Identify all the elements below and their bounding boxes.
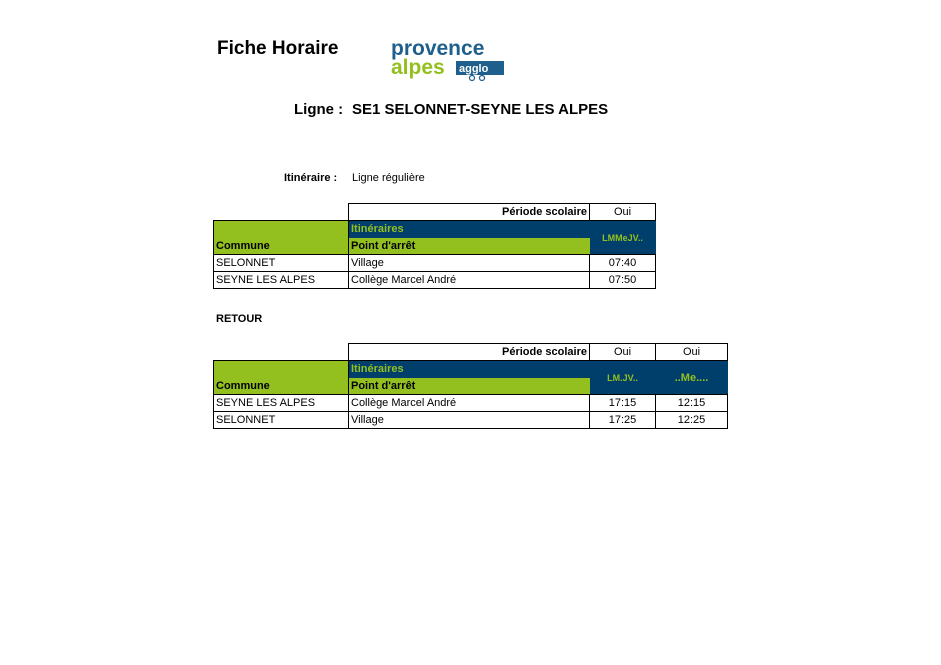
table-row: [214, 395, 728, 412]
oui-label: Oui: [656, 344, 728, 361]
time-cell: 07:40: [590, 255, 656, 272]
point-arret-header: Point d'arrêt: [349, 378, 590, 395]
arret-cell: Village: [349, 255, 590, 272]
commune-cell: SEYNE LES ALPES: [214, 272, 349, 289]
retour-timetable: [213, 343, 728, 429]
days-label: LMMeJV..: [590, 221, 656, 255]
commune-cell: SELONNET: [214, 412, 349, 429]
oui-label: Oui: [590, 204, 656, 221]
itineraires-label: Itinéraires: [349, 221, 590, 238]
itineraire-label: Itinéraire :: [284, 172, 338, 184]
aller-timetable: [213, 203, 656, 289]
itineraire-value: Ligne régulière: [352, 172, 425, 184]
table-row: [214, 272, 656, 289]
logo-badge: agglo: [459, 63, 489, 75]
days-label: LM.JV..: [590, 361, 656, 395]
time-cell: 07:50: [590, 272, 656, 289]
time-cell: 17:15: [590, 395, 656, 412]
arret-cell: Collège Marcel André: [349, 272, 590, 289]
page-title: Fiche Horaire: [217, 38, 339, 59]
commune-header: Commune: [214, 378, 349, 395]
time-cell: 17:25: [590, 412, 656, 429]
ligne-value: SE1 SELONNET-SEYNE LES ALPES: [352, 101, 609, 118]
retour-label: RETOUR: [216, 313, 263, 325]
provence-alpes-agglo-logo: [390, 36, 506, 86]
commune-cell: SEYNE LES ALPES: [214, 395, 349, 412]
table-row: [214, 412, 728, 429]
time-cell: 12:15: [656, 395, 728, 412]
table-row: [214, 255, 656, 272]
periode-label: Période scolaire: [349, 344, 590, 361]
itineraires-label: Itinéraires: [349, 361, 590, 378]
periode-label: Période scolaire: [349, 204, 590, 221]
arret-cell: Collège Marcel André: [349, 395, 590, 412]
oui-label: Oui: [590, 344, 656, 361]
time-cell: 12:25: [656, 412, 728, 429]
point-arret-header: Point d'arrêt: [349, 238, 590, 255]
days-label: ..Me....: [656, 361, 728, 395]
ligne-label: Ligne :: [294, 101, 344, 118]
arret-cell: Village: [349, 412, 590, 429]
logo-line1: provence: [391, 37, 485, 60]
commune-header: Commune: [214, 238, 349, 255]
commune-cell: SELONNET: [214, 255, 349, 272]
logo-line2: alpes: [391, 56, 445, 79]
